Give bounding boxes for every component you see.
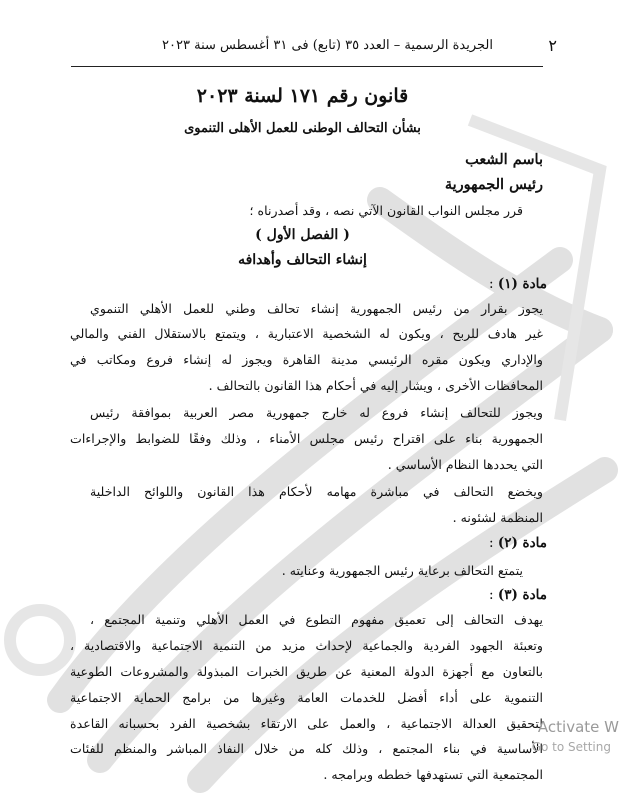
article-line: لتحقيق العدالة الاجتماعية ، والعمل على الارتقاء بشخصية الفرد بحسبانه القاعدة [70, 716, 543, 731]
article-line: غير هادف للربح ، ويكون له الشخصية الاعتبارية ، ويتمتع بالاستقلال الفني والمالي [70, 326, 543, 341]
page-header [48, 36, 557, 58]
article-label: مادة (١) : [488, 276, 547, 292]
article-label: مادة (٢) : [488, 535, 547, 551]
activate-windows-title: Activate W [537, 718, 619, 736]
article-line: والإداري ويكون مقره الرئيسي مدينة القاهرة ويجوز له إنشاء فروع ومكاتب في [70, 352, 543, 367]
chapter-title: إنشاء التحالف وأهدافه [238, 252, 367, 268]
page-number: ٢ [548, 36, 557, 55]
law-subtitle: بشأن التحالف الوطنى للعمل الأهلى التنموى [184, 121, 421, 136]
article-line: يجوز بقرار من رئيس الجمهورية إنشاء تحالف وطني للعمل الأهلي التنموي [90, 301, 543, 316]
chapter-label: ( الفصل الأول ) [255, 227, 350, 243]
preamble-president: رئيس الجمهورية [444, 176, 543, 193]
article-line: وتعبئة الجهود الفردية والجماعية لإحداث مزيد من التنمية الاجتماعية والاقتصادية ، [70, 638, 543, 653]
article-line: التي يحددها النظام الأساسي . [387, 457, 543, 472]
article-line: بالتعاون مع أجهزة الدولة المعنية عن طريق الخبرات المبذولة والمشروعات الطوعية [70, 664, 543, 679]
article-line: المنظمة لشئونه . [452, 510, 543, 525]
article-line: التنموية على أداء أفضل للخدمات العامة وغيرها من برامج الحماية الاجتماعية [70, 690, 543, 705]
law-title: قانون رقم ١٧١ لسنة ٢٠٢٣ [196, 85, 409, 107]
article-line: المجتمعية التي تستهدفها خططه وبرامجه . [323, 767, 543, 782]
header-rule [71, 66, 543, 67]
article-line: الجمهورية بناء على اقتراح رئيس مجلس الأمناء ، وذلك وفقًا للضوابط والإجراءات [70, 431, 543, 446]
preamble-in-name: باسم الشعب [465, 151, 543, 168]
article-line: يهدف التحالف إلى تعميق مفهوم التطوع في العمل الأهلي وتنمية المجتمع ، [90, 612, 543, 627]
preamble-decree: قرر مجلس النواب القانون الآتي نصه ، وقد أصدرناه ؛ [249, 203, 523, 218]
article-line: يتمتع التحالف برعاية رئيس الجمهورية وعنايته . [281, 563, 523, 578]
article-line: ويجوز للتحالف إنشاء فروع له خارج جمهورية مصر العربية بموافقة رئيس [90, 405, 543, 420]
article-label: مادة (٣) : [488, 587, 547, 603]
article-line: المحافظات الأخرى ، ويشار إليه في أحكام هذا القانون بالتحالف . [208, 378, 543, 393]
article-line: ويخضع التحالف في مباشرة مهامه لأحكام هذا القانون واللوائح الداخلية [90, 484, 543, 499]
activate-windows-link[interactable]: Go to Setting [531, 740, 611, 754]
article-line: الأساسية في بناء المجتمع ، وذلك كله من خلال النفاذ المباشر والمنظم للفئات [70, 741, 543, 756]
gazette-issue-line: الجريدة الرسمية – العدد ٣٥ (تابع) فى ٣١ أغسطس سنة ٢٠٢٣ [162, 38, 493, 53]
